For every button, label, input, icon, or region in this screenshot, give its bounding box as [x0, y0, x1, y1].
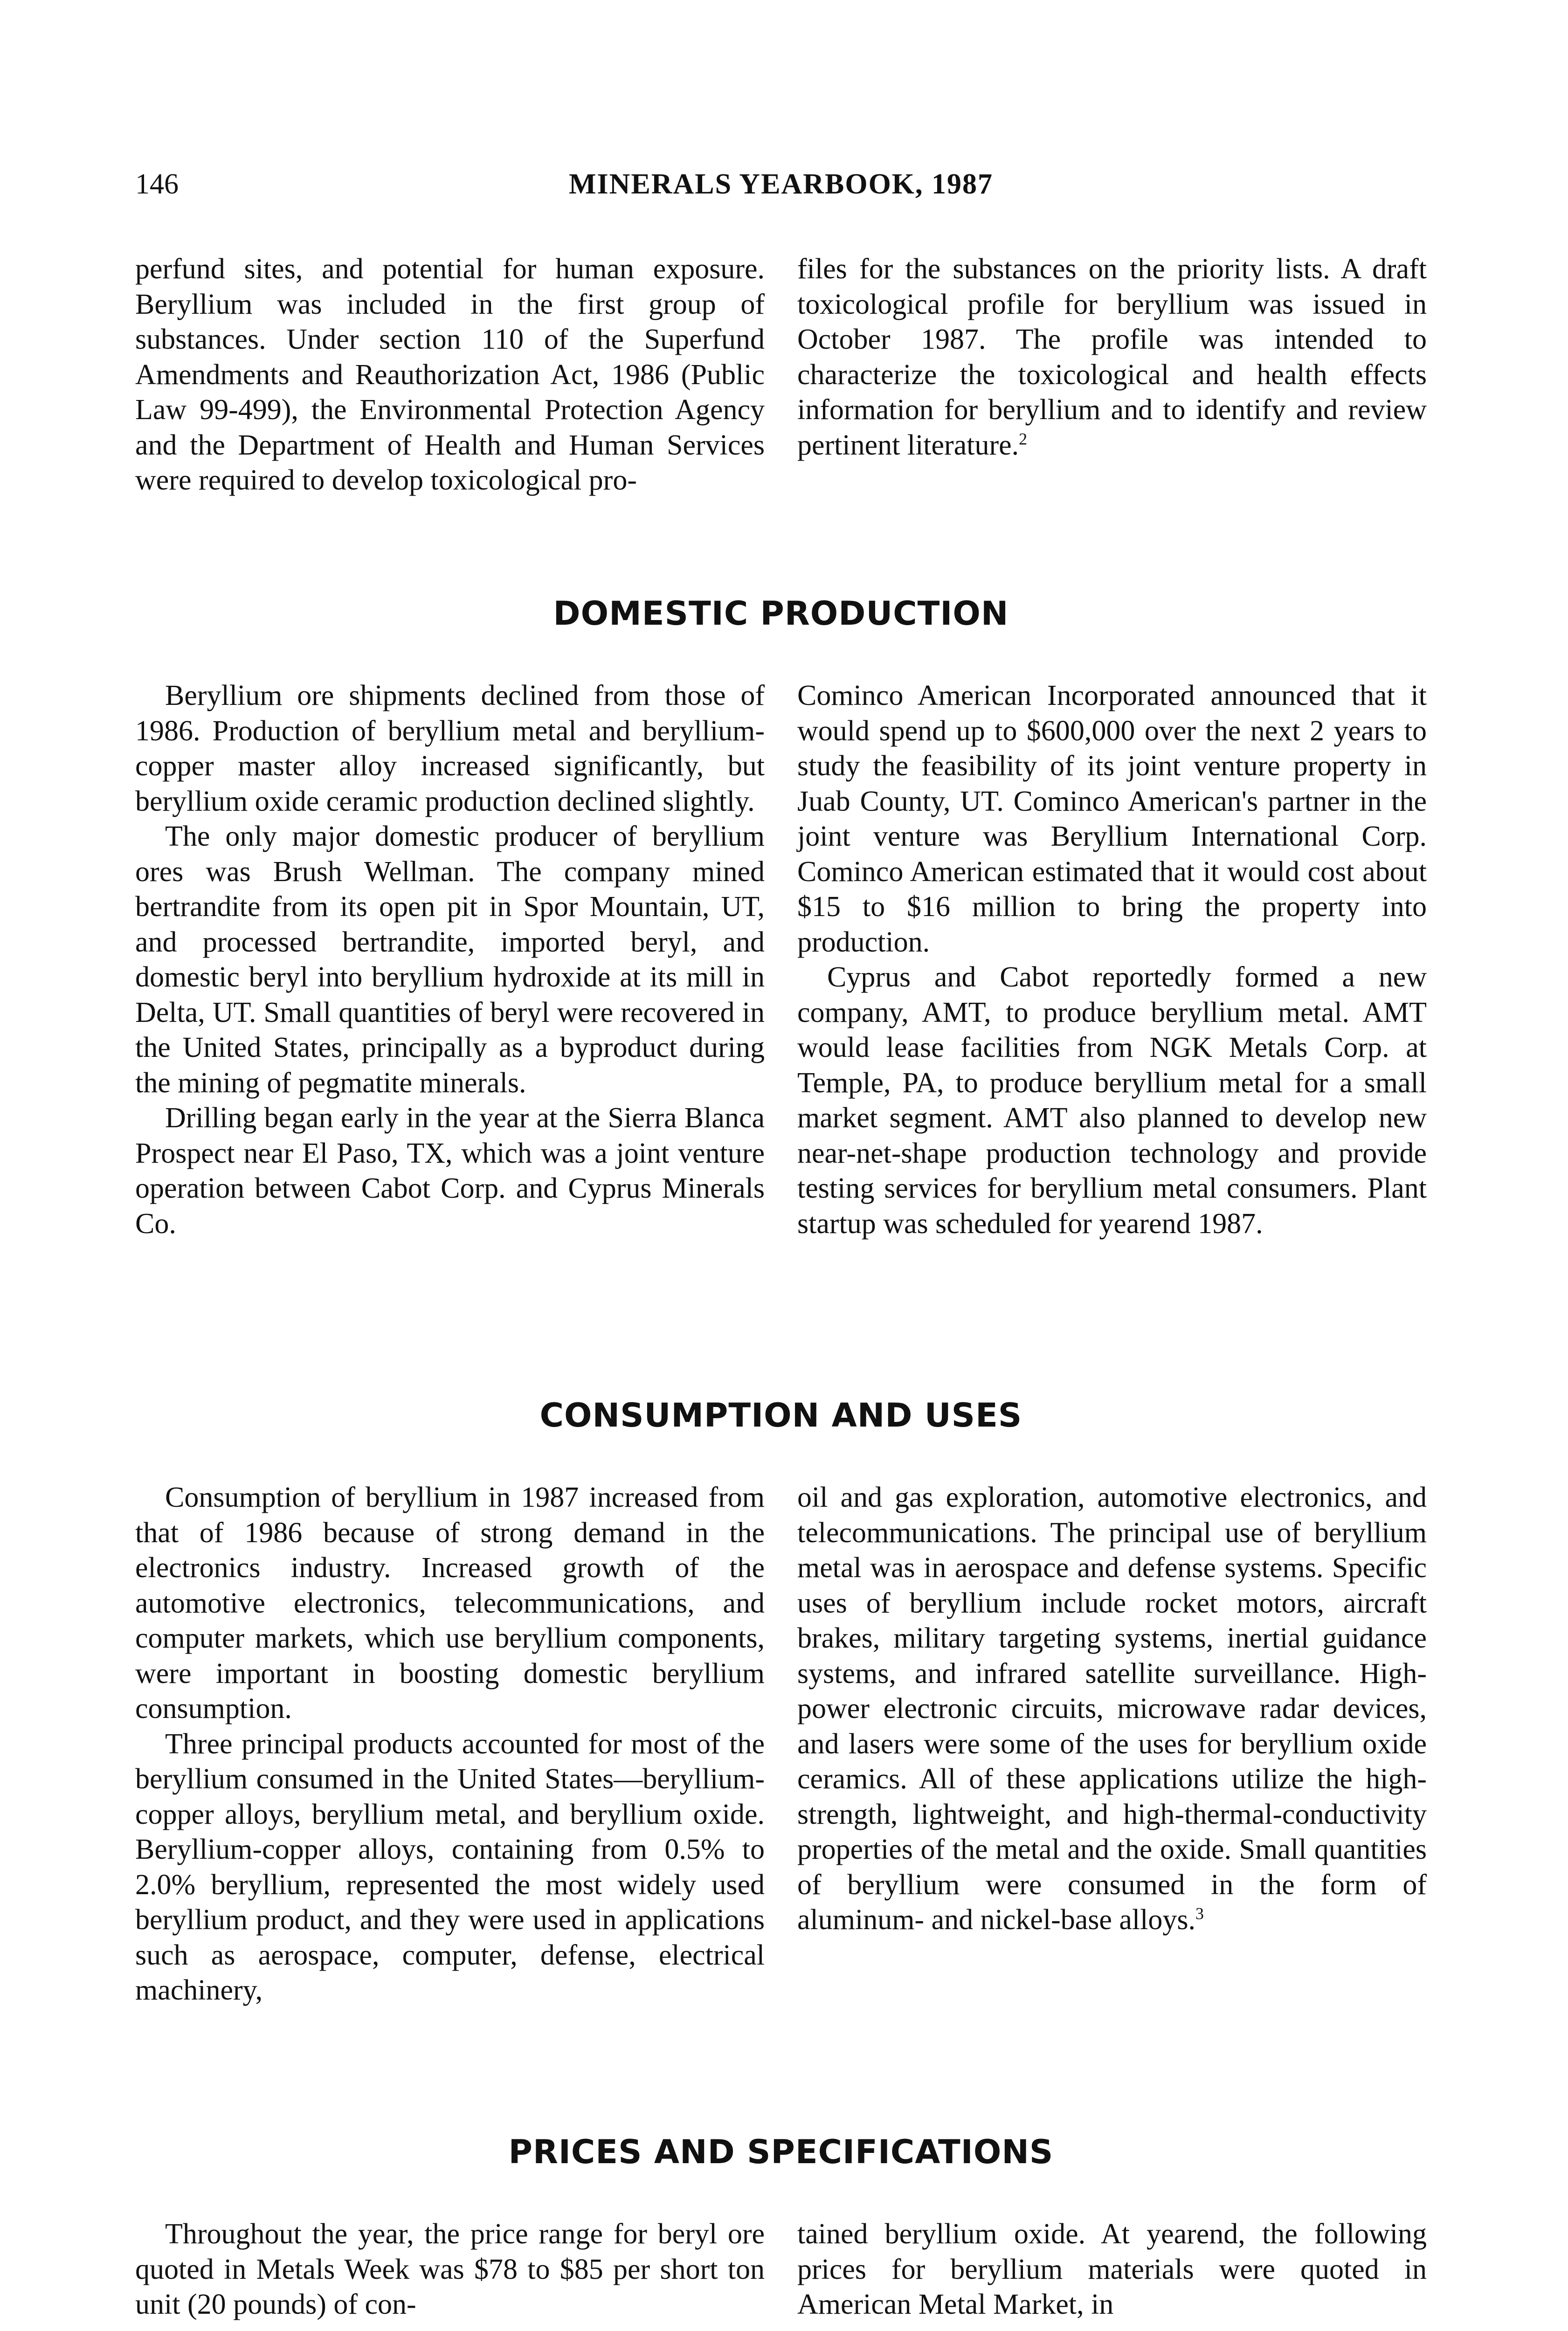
prices-right-column: [797, 2217, 1427, 2323]
section-heading-consumption: CONSUMPTION AND USES: [539, 1396, 1022, 1434]
page-number: 146: [135, 168, 179, 200]
paragraph: Cominco American Incorporated announced that it would spend up to $600,000 over the next 2 years to study the feasibility of its joint venture property in Juab County, UT. Cominco American's partner in the joint venture was Beryllium International Corp. Cominco American estimated that it would cost about $15 to $16 million to bring the property into production.: [797, 680, 1427, 958]
footnote-ref: 3: [1195, 1904, 1204, 1923]
section-heading-domestic-production: DOMESTIC PRODUCTION: [553, 594, 1009, 633]
footnote-ref: 2: [1019, 429, 1028, 448]
intro-right-column: [797, 252, 1427, 498]
paragraph: tained beryllium oxide. At yearend, the following prices for beryllium materials were quoted in American Metal Market, in: [797, 2218, 1427, 2320]
running-title: MINERALS YEARBOOK, 1987: [568, 168, 994, 200]
consumption-right-column: [797, 1480, 1427, 2008]
paragraph: oil and gas exploration, automotive electronics, and telecommunications. The principal use of beryllium metal was in aerospace and defense systems. Specific uses of beryllium include rocket motors, aircraft brakes, military targeting systems, inertial guidance systems, and infrared satellite surveillance. High-power electronic circuits, microwave radar devices, and lasers were some of the uses for beryllium oxide ceramics. All of these applications utilize the high-strength, lightweight, and high-thermal-conductivity properties of the metal and the oxide. Small quantities of beryllium were consumed in the form of aluminum- and nickel-base alloys.$^3$: [797, 1482, 1427, 1936]
page-header: [135, 168, 1427, 210]
section-heading-prices: PRICES AND SPECIFICATIONS: [508, 2133, 1054, 2171]
consumption-section: [135, 1480, 1427, 2008]
paragraph: Cyprus and Cabot reportedly formed a new company, AMT, to produce beryllium metal. AMT would lease facilities from NGK Metals Corp. at Temple, PA, to produce beryllium metal for a small market segment. AMT also planned to develop new near-net-shape production technology and provide testing services for beryllium metal consumers. Plant startup was scheduled for yearend 1987.: [797, 961, 1427, 1240]
paragraph: Drilling began early in the year at the Sierra Blanca Prospect near El Paso, TX, which was a joint venture operation between Cabot Corp. and Cyprus Minerals Co.: [135, 1102, 765, 1240]
domestic-right-column: [797, 678, 1427, 1241]
paragraph: Three principal products accounted for most of the beryllium consumed in the United States—beryllium-copper alloys, beryllium metal, and beryllium oxide. Beryllium-copper alloys, containing from 0.5% to 2.0% beryllium, represented the most widely used beryllium product, and they were used in applications such as aerospace, computer, defense, electrical machinery,: [135, 1728, 765, 2006]
paragraph: Consumption of beryllium in 1987 increased from that of 1986 because of strong demand in the electronics industry. Increased growth of the automotive electronics, telecommunications, and computer markets, which use beryllium components, were important in boosting domestic beryllium consumption.: [135, 1482, 765, 1724]
domestic-left-column: [135, 678, 765, 1241]
paragraph: perfund sites, and potential for human exposure. Beryllium was included in the first group of substances. Under section 110 of the Superfund Amendments and Reauthorization Act, 1986 (Public Law 99-499), the Environmental Protection Agency and the Department of Health and Human Services were required to develop toxicological pro-: [135, 253, 765, 496]
prices-left-column: [135, 2217, 765, 2323]
paragraph: Throughout the year, the price range for beryl ore quoted in Metals Week was $78 to $85 per short ton unit (20 pounds) of con-: [135, 2218, 765, 2320]
intro-left-column: [135, 252, 765, 498]
consumption-left-column: [135, 1480, 765, 2008]
intro-section: [135, 252, 1427, 498]
paragraph: The only major domestic producer of beryllium ores was Brush Wellman. The company mined bertrandite from its open pit in Spor Mountain, UT, and processed bertrandite, imported beryl, and domestic beryl into beryllium hydroxide at its mill in Delta, UT. Small quantities of beryl were recovered in the United States, principally as a byproduct during the mining of pegmatite minerals.: [135, 821, 765, 1099]
prices-section: [135, 2217, 1427, 2323]
paragraph: files for the substances on the priority lists. A draft toxicological profile for beryllium was issued in October 1987. The profile was intended to characterize the toxicological and health effects information for beryllium and to identify and review pertinent literature.$^2$: [797, 253, 1427, 461]
paragraph: Beryllium ore shipments declined from those of 1986. Production of beryllium metal and beryllium-copper master alloy increased significantly, but beryllium oxide ceramic production declined slightly.: [135, 680, 765, 817]
domestic-production-section: [135, 678, 1427, 1241]
